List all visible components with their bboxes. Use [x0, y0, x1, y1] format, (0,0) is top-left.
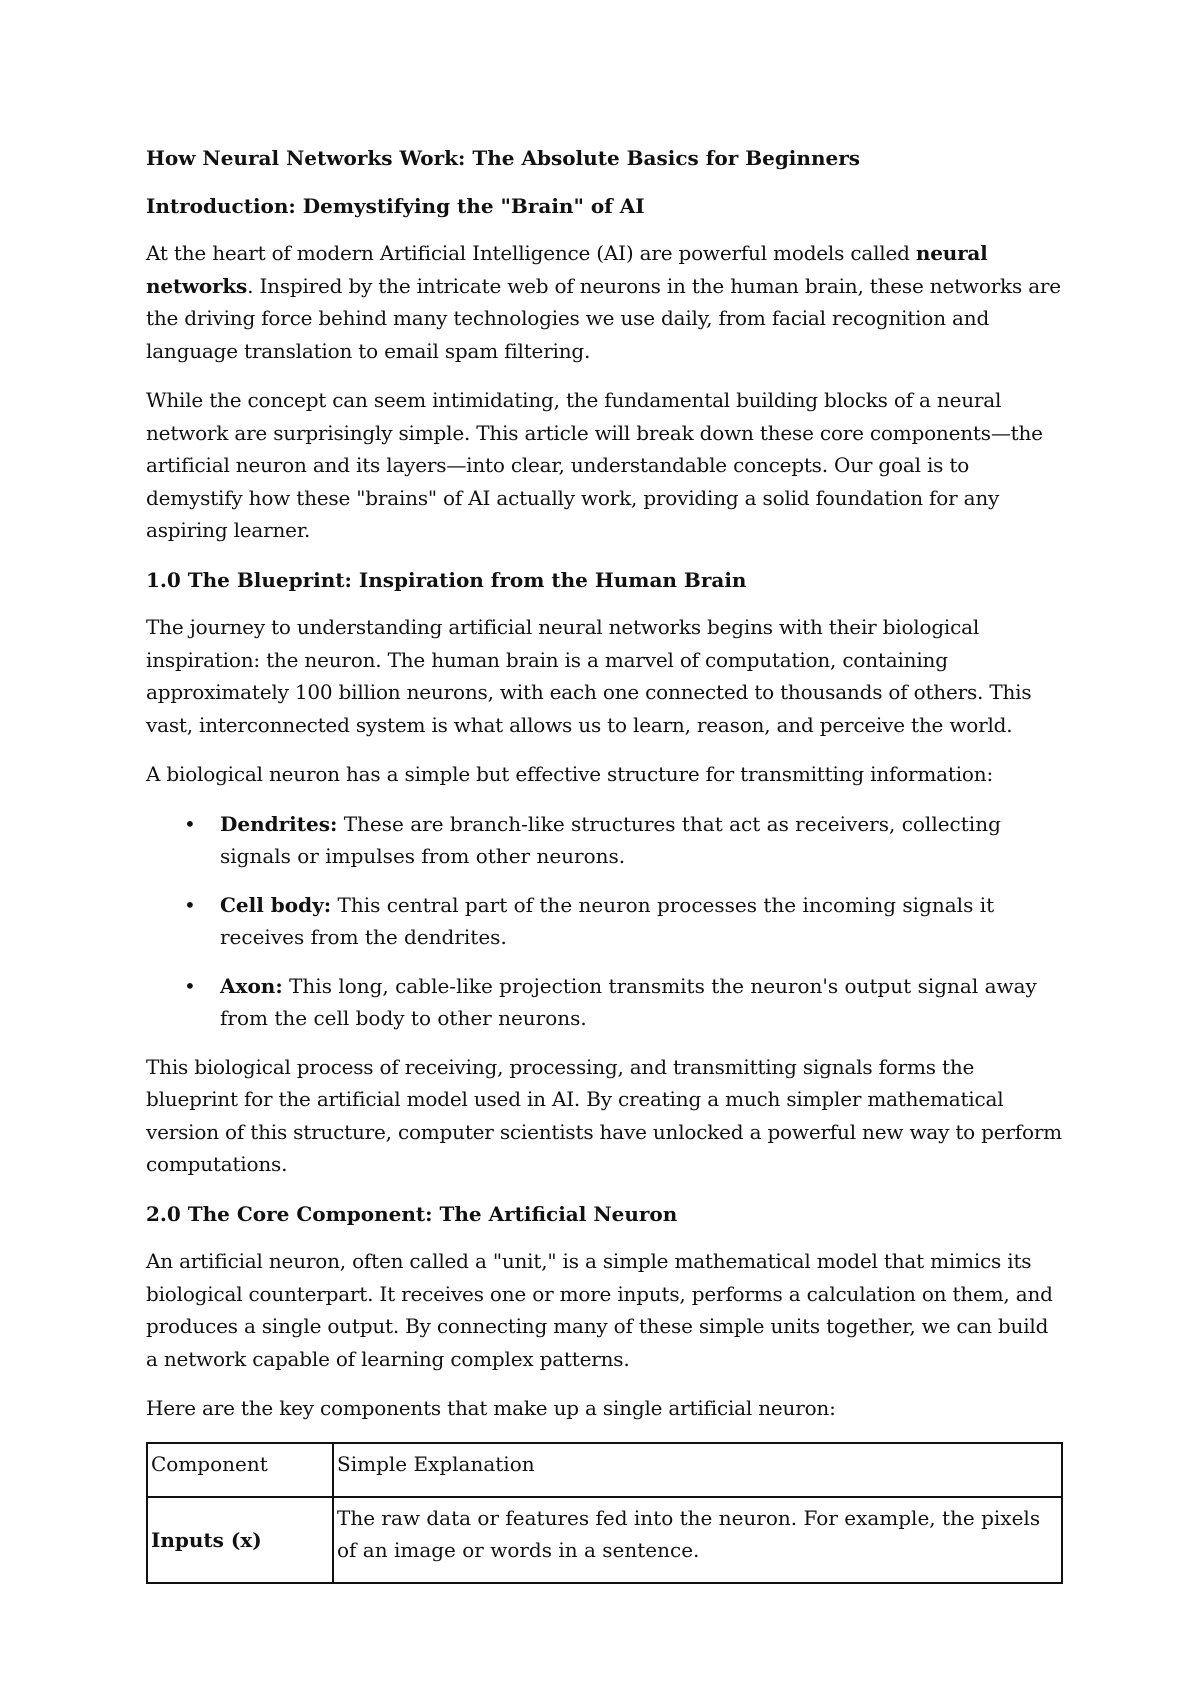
- section-1-heading: 1.0 The Blueprint: Inspiration from the Human Brain: [146, 567, 747, 592]
- section-1-paragraph-3: This biological process of receiving, processing, and transmitting signals forms the blueprint for the artificial model used in AI. By creating a much simpler mathematical version of this structure, computer scientists have unlocked a powerful new way to perform computations.: [146, 1054, 1062, 1176]
- list-item-term: Dendrites:: [220, 811, 338, 836]
- list-item-text: These are branch-like structures that act as receivers, collecting signals or impulses from other neurons.: [220, 811, 1001, 868]
- table-cell-explanation: The raw data or features fed into the neuron. For example, the pixels of an image or words in a sentence.: [333, 1497, 1062, 1583]
- bullet-icon: •: [184, 811, 196, 836]
- table-header-cell: Component: [147, 1443, 333, 1497]
- intro-paragraph-1: [146, 237, 1066, 367]
- intro-paragraph-2: While the concept can seem intimidating, the fundamental building blocks of a neural network are surprisingly simple. This article will break down these core components—the artificial neuron and its layers—into clear, understandable concepts. Our goal is to demystify how these "brains" of AI actually work, providing a solid foundation for any aspiring learner.: [146, 388, 1043, 542]
- intro-heading: Introduction: Demystifying the "Brain" of AI: [146, 193, 645, 218]
- table-row: [147, 1497, 1062, 1583]
- components-table: [146, 1442, 1063, 1584]
- section-2-paragraph-1: An artificial neuron, often called a "unit," is a simple mathematical model that mimics its biological counterpart. It receives one or more inputs, performs a calculation on them, and produces a single output. By connecting many of these simple units together, we can build a network capable of learning complex patterns.: [146, 1249, 1053, 1371]
- bullet-icon: •: [184, 973, 196, 998]
- table-header-row: [147, 1443, 1062, 1497]
- list-item: [184, 889, 1066, 954]
- section-1-paragraph-1: The journey to understanding artificial neural networks begins with their biological inspiration: the neuron. The human brain is a marvel of computation, containing approximately 100 billion neurons, with each one connected to thousands of others. This vast, interconnected system is what allows us to learn, reason, and perceive the world.: [146, 615, 1032, 737]
- intro-p1-text-b: . Inspired by the intricate web of neurons in the human brain, these networks are the driving force behind many technologies we use daily, from facial recognition and language translation to email spam filtering.: [146, 273, 1061, 363]
- intro-p1-text-a: At the heart of modern Artificial Intelligence (AI) are powerful models called: [146, 241, 916, 265]
- section-2-paragraph-2: Here are the key components that make up a single artificial neuron:: [146, 1396, 836, 1420]
- document-title: How Neural Networks Work: The Absolute Basics for Beginners: [146, 146, 861, 170]
- neuron-parts-list: [146, 808, 1066, 1035]
- table-cell-component: Inputs (x): [147, 1497, 333, 1583]
- section-1-paragraph-2: A biological neuron has a simple but effective structure for transmitting information:: [146, 762, 993, 786]
- list-item: [184, 970, 1066, 1035]
- document-page: [146, 142, 1066, 1584]
- list-item-text: This long, cable-like projection transmits the neuron's output signal away from the cell body to other neurons.: [220, 973, 1037, 1030]
- list-item-term: Cell body:: [220, 892, 332, 917]
- list-item: [184, 808, 1066, 873]
- section-2-heading: 2.0 The Core Component: The Artificial Neuron: [146, 1201, 678, 1226]
- list-item-text: This central part of the neuron processes the incoming signals it receives from the dendrites.: [220, 892, 995, 949]
- intro-p1-bold-term: neural networks: [146, 241, 988, 298]
- list-item-term: Axon:: [220, 973, 283, 998]
- table-header-cell: Simple Explanation: [333, 1443, 1062, 1497]
- bullet-icon: •: [184, 892, 196, 917]
